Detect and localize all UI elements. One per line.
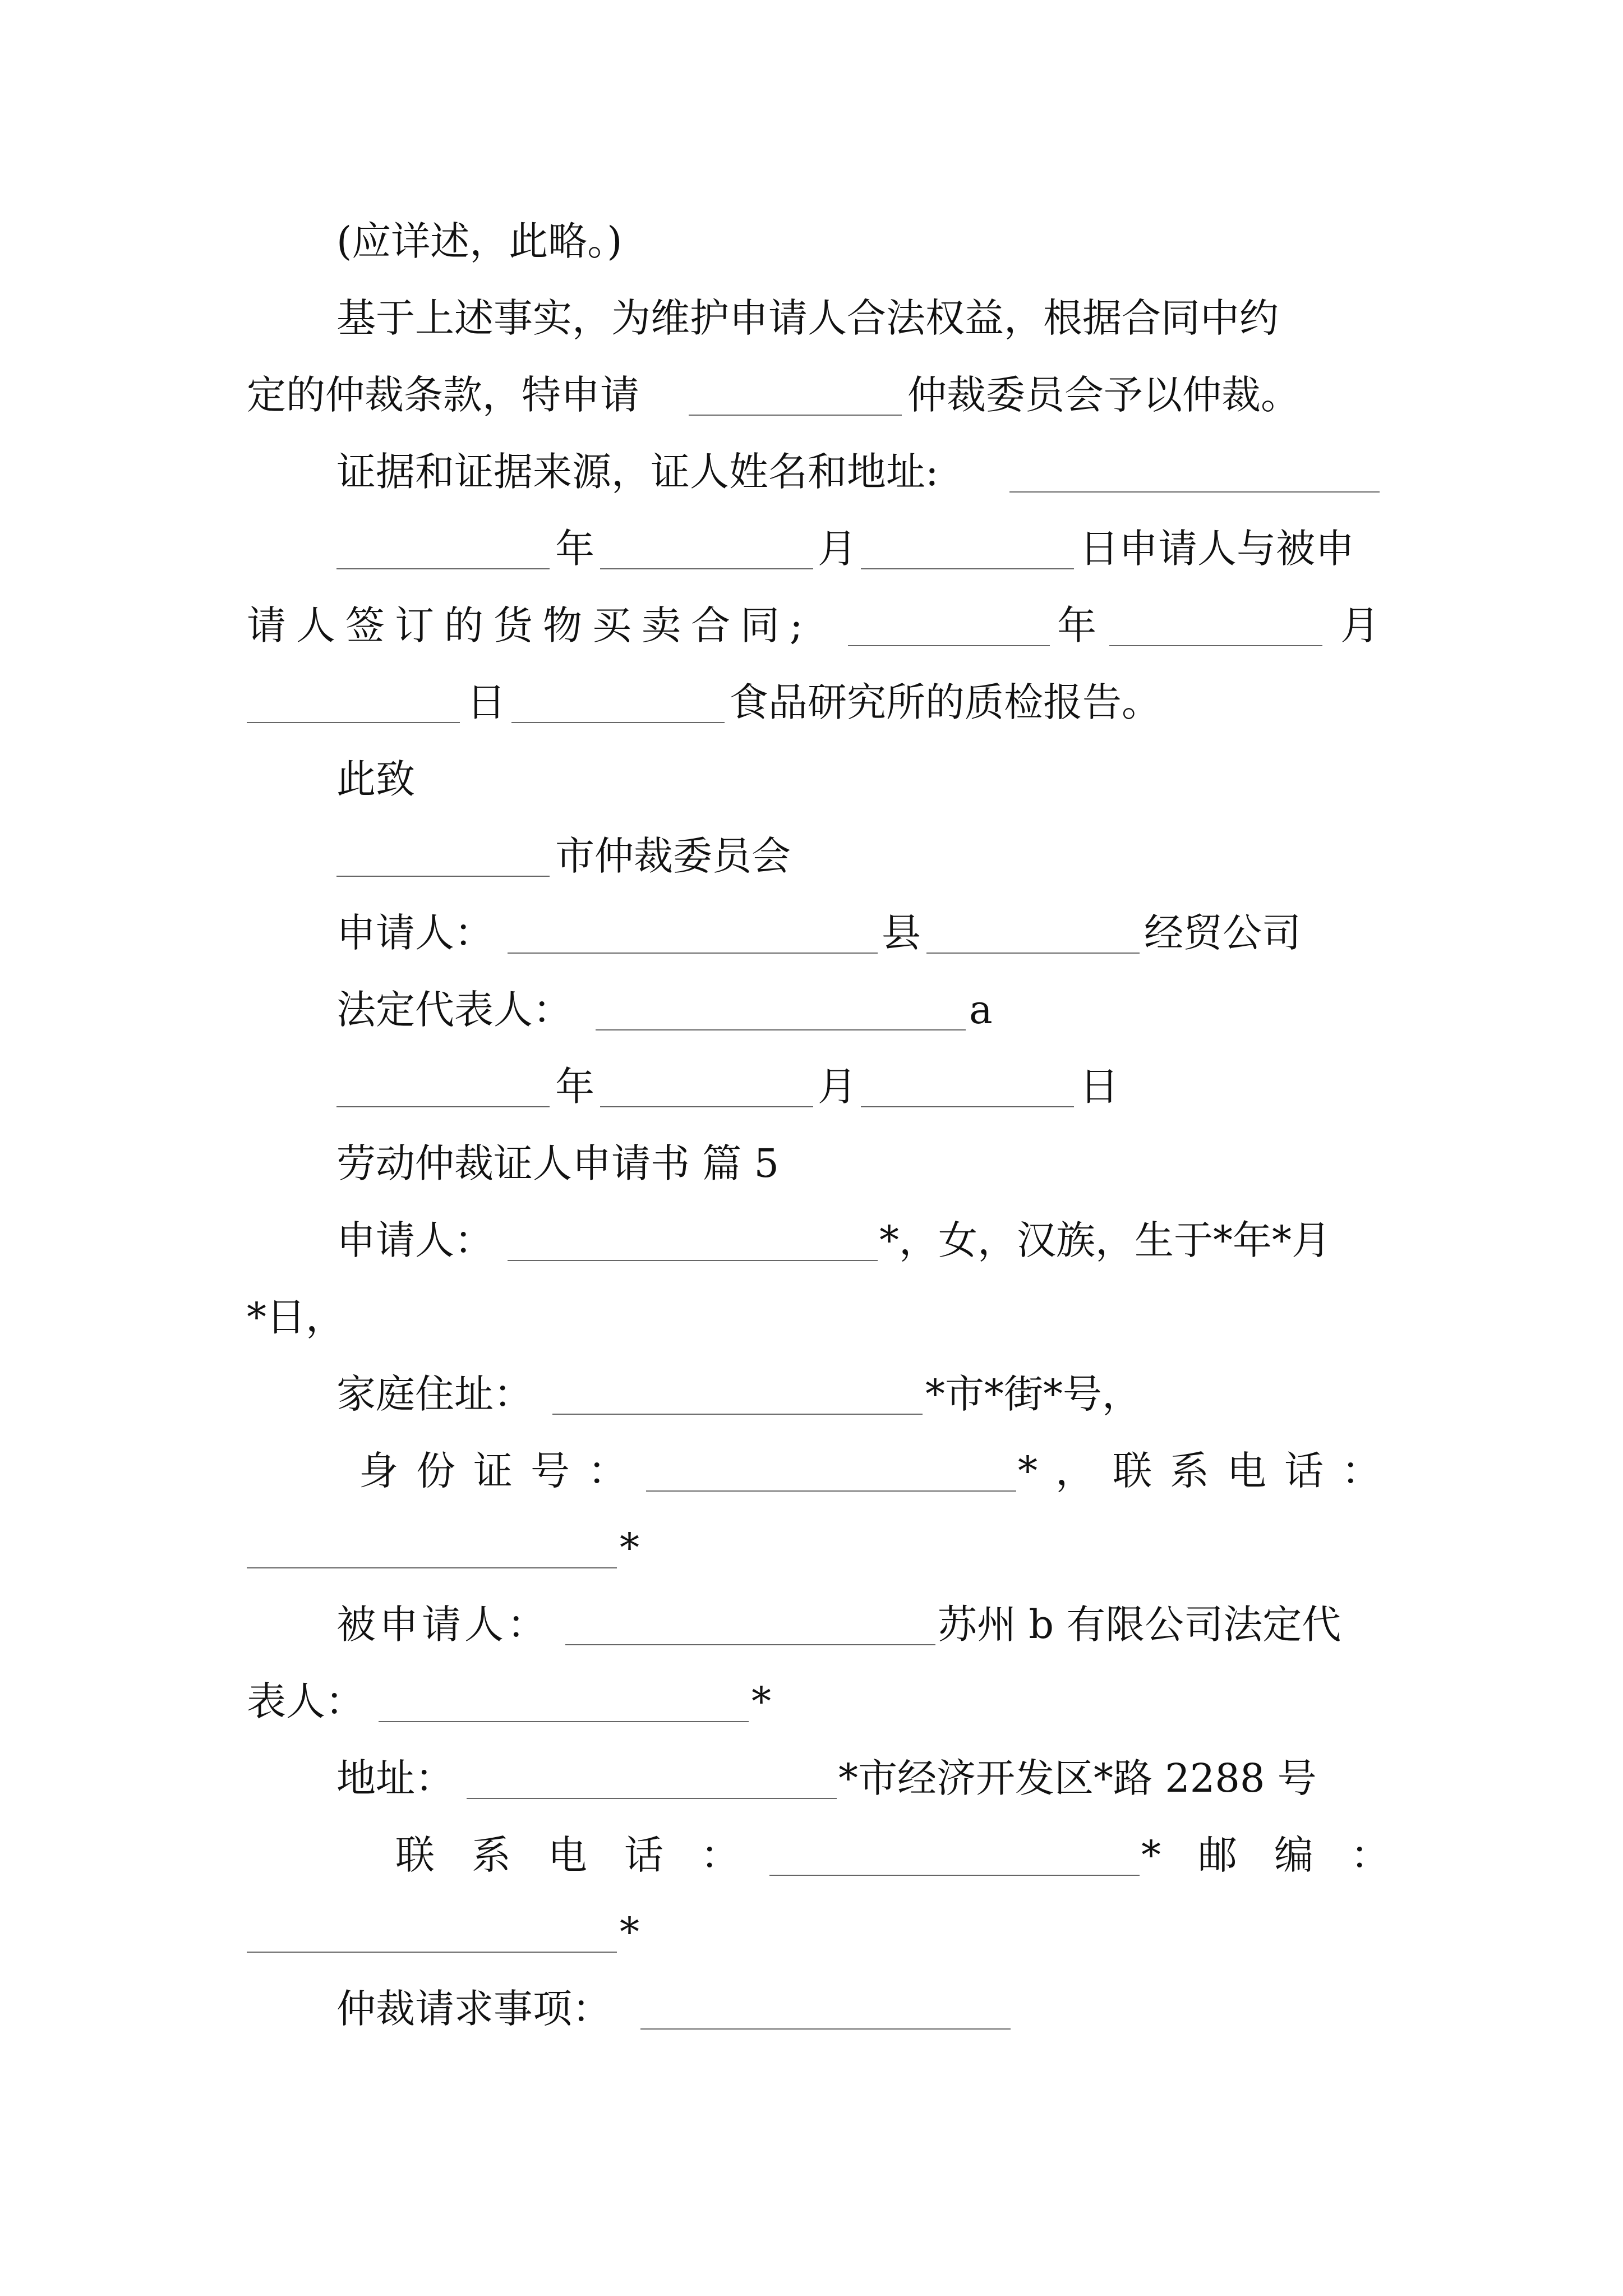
text-segment: 年 (555, 1064, 594, 1110)
text-segment: * (620, 1909, 639, 1955)
paragraph-line (0, 748, 1623, 810)
text-segment: 日 (467, 679, 506, 725)
fill-blank (511, 722, 725, 723)
fill-blank (379, 1721, 749, 1722)
text-segment: 此致 (336, 756, 415, 802)
text-segment: 基于上述事实，为维护申请人合法权益，根据合同中约 (336, 295, 1279, 341)
text-segment: 证据和证据来源，证人姓名和地址: (336, 449, 939, 495)
text-segment: * (620, 1525, 639, 1571)
paragraph-line (0, 210, 1623, 272)
fill-blank (336, 568, 550, 569)
text-segment: 日 (1080, 1064, 1119, 1110)
text-segment: 仲裁请求事项： (336, 1986, 611, 2032)
text-segment: 月 (1340, 602, 1380, 648)
text-segment: 联系电话： (395, 1832, 777, 1878)
fill-blank (552, 1414, 923, 1415)
paragraph-line (0, 902, 1623, 964)
paragraph-line (0, 1363, 1623, 1425)
text-segment: 食品研究所的质检报告。 (729, 679, 1161, 725)
fill-blank (565, 1644, 935, 1645)
text-segment: 家庭住址： (336, 1371, 533, 1417)
text-segment: 年 (1057, 602, 1096, 648)
text-segment: 身份证号： (359, 1448, 645, 1494)
paragraph-line (0, 1517, 1623, 1579)
fill-blank (467, 1798, 837, 1799)
text-segment: 年 (555, 526, 594, 572)
paragraph-line (0, 441, 1623, 503)
fill-blank (926, 953, 1140, 954)
paragraph-line (0, 979, 1623, 1041)
text-segment: 市仲裁委员会 (555, 833, 791, 879)
paragraph-line (0, 595, 1623, 656)
fill-blank (861, 1106, 1074, 1107)
fill-blank (336, 1106, 550, 1107)
text-segment: 申请人： (336, 910, 494, 956)
fill-blank (1009, 491, 1380, 493)
fill-blank (848, 645, 1050, 646)
fill-blank (596, 1029, 966, 1030)
fill-blank (247, 1567, 617, 1568)
paragraph-line (0, 1209, 1623, 1271)
text-segment: 地址： (336, 1755, 454, 1801)
text-segment: * (751, 1678, 771, 1724)
paragraph-line (0, 1901, 1623, 1963)
text-segment: *日， (247, 1294, 345, 1340)
fill-blank (640, 2028, 1011, 2030)
text-segment: a (969, 987, 993, 1033)
text-segment: *市*街*号， (925, 1371, 1141, 1417)
paragraph-line (0, 825, 1623, 887)
text-segment: *，女，汉族，生于*年*月 (879, 1217, 1331, 1263)
text-segment: 月 (818, 1064, 857, 1110)
fill-blank (600, 1106, 813, 1107)
paragraph-line (0, 1671, 1623, 1732)
fill-blank (600, 568, 813, 569)
text-segment: *，联系电话： (1018, 1448, 1399, 1494)
text-segment: 申请人： (336, 1217, 494, 1263)
text-segment: *市经济开发区*路 2288 号 (838, 1755, 1317, 1801)
fill-blank (689, 415, 902, 416)
fill-blank (508, 1260, 878, 1261)
text-segment: 请人签订的货物买卖合同; (247, 602, 813, 648)
fill-blank (336, 876, 550, 877)
text-segment: 劳动仲裁证人申请书 篇 5 (336, 1140, 780, 1186)
paragraph-line (0, 287, 1623, 349)
text-segment: 日申请人与被申 (1080, 526, 1354, 572)
fill-blank (769, 1875, 1140, 1876)
paragraph-line (0, 1824, 1623, 1886)
text-segment: 县 (882, 910, 921, 956)
text-segment: *邮编： (1141, 1832, 1427, 1878)
text-segment: 月 (818, 526, 857, 572)
fill-blank (861, 568, 1074, 569)
text-segment: (应详述，此略。) (336, 218, 623, 264)
paragraph-line (0, 1286, 1623, 1348)
text-segment: 被申请人： (336, 1602, 550, 1648)
text-segment: 表人： (247, 1678, 365, 1724)
text-segment: 法定代表人： (336, 987, 572, 1033)
paragraph-line (0, 1747, 1623, 1809)
text-segment: 苏州 b 有限公司法定代 (938, 1602, 1341, 1648)
fill-blank (646, 1490, 1016, 1492)
paragraph-line (0, 1056, 1623, 1117)
paragraph-line (0, 1978, 1623, 2040)
fill-blank (1109, 645, 1322, 646)
section-heading (0, 1133, 1623, 1194)
text-segment: 仲裁委员会予以仲裁。 (907, 372, 1300, 418)
paragraph-line (0, 1440, 1623, 1502)
text-segment: 定的仲裁条款，特申请 (247, 372, 639, 418)
paragraph-line (0, 518, 1623, 579)
paragraph-line (0, 364, 1623, 426)
paragraph-line (0, 1594, 1623, 1655)
fill-blank (508, 953, 878, 954)
text-segment: 经贸公司 (1144, 910, 1301, 956)
paragraph-line (0, 671, 1623, 733)
fill-blank (247, 722, 460, 723)
fill-blank (247, 1952, 617, 1953)
